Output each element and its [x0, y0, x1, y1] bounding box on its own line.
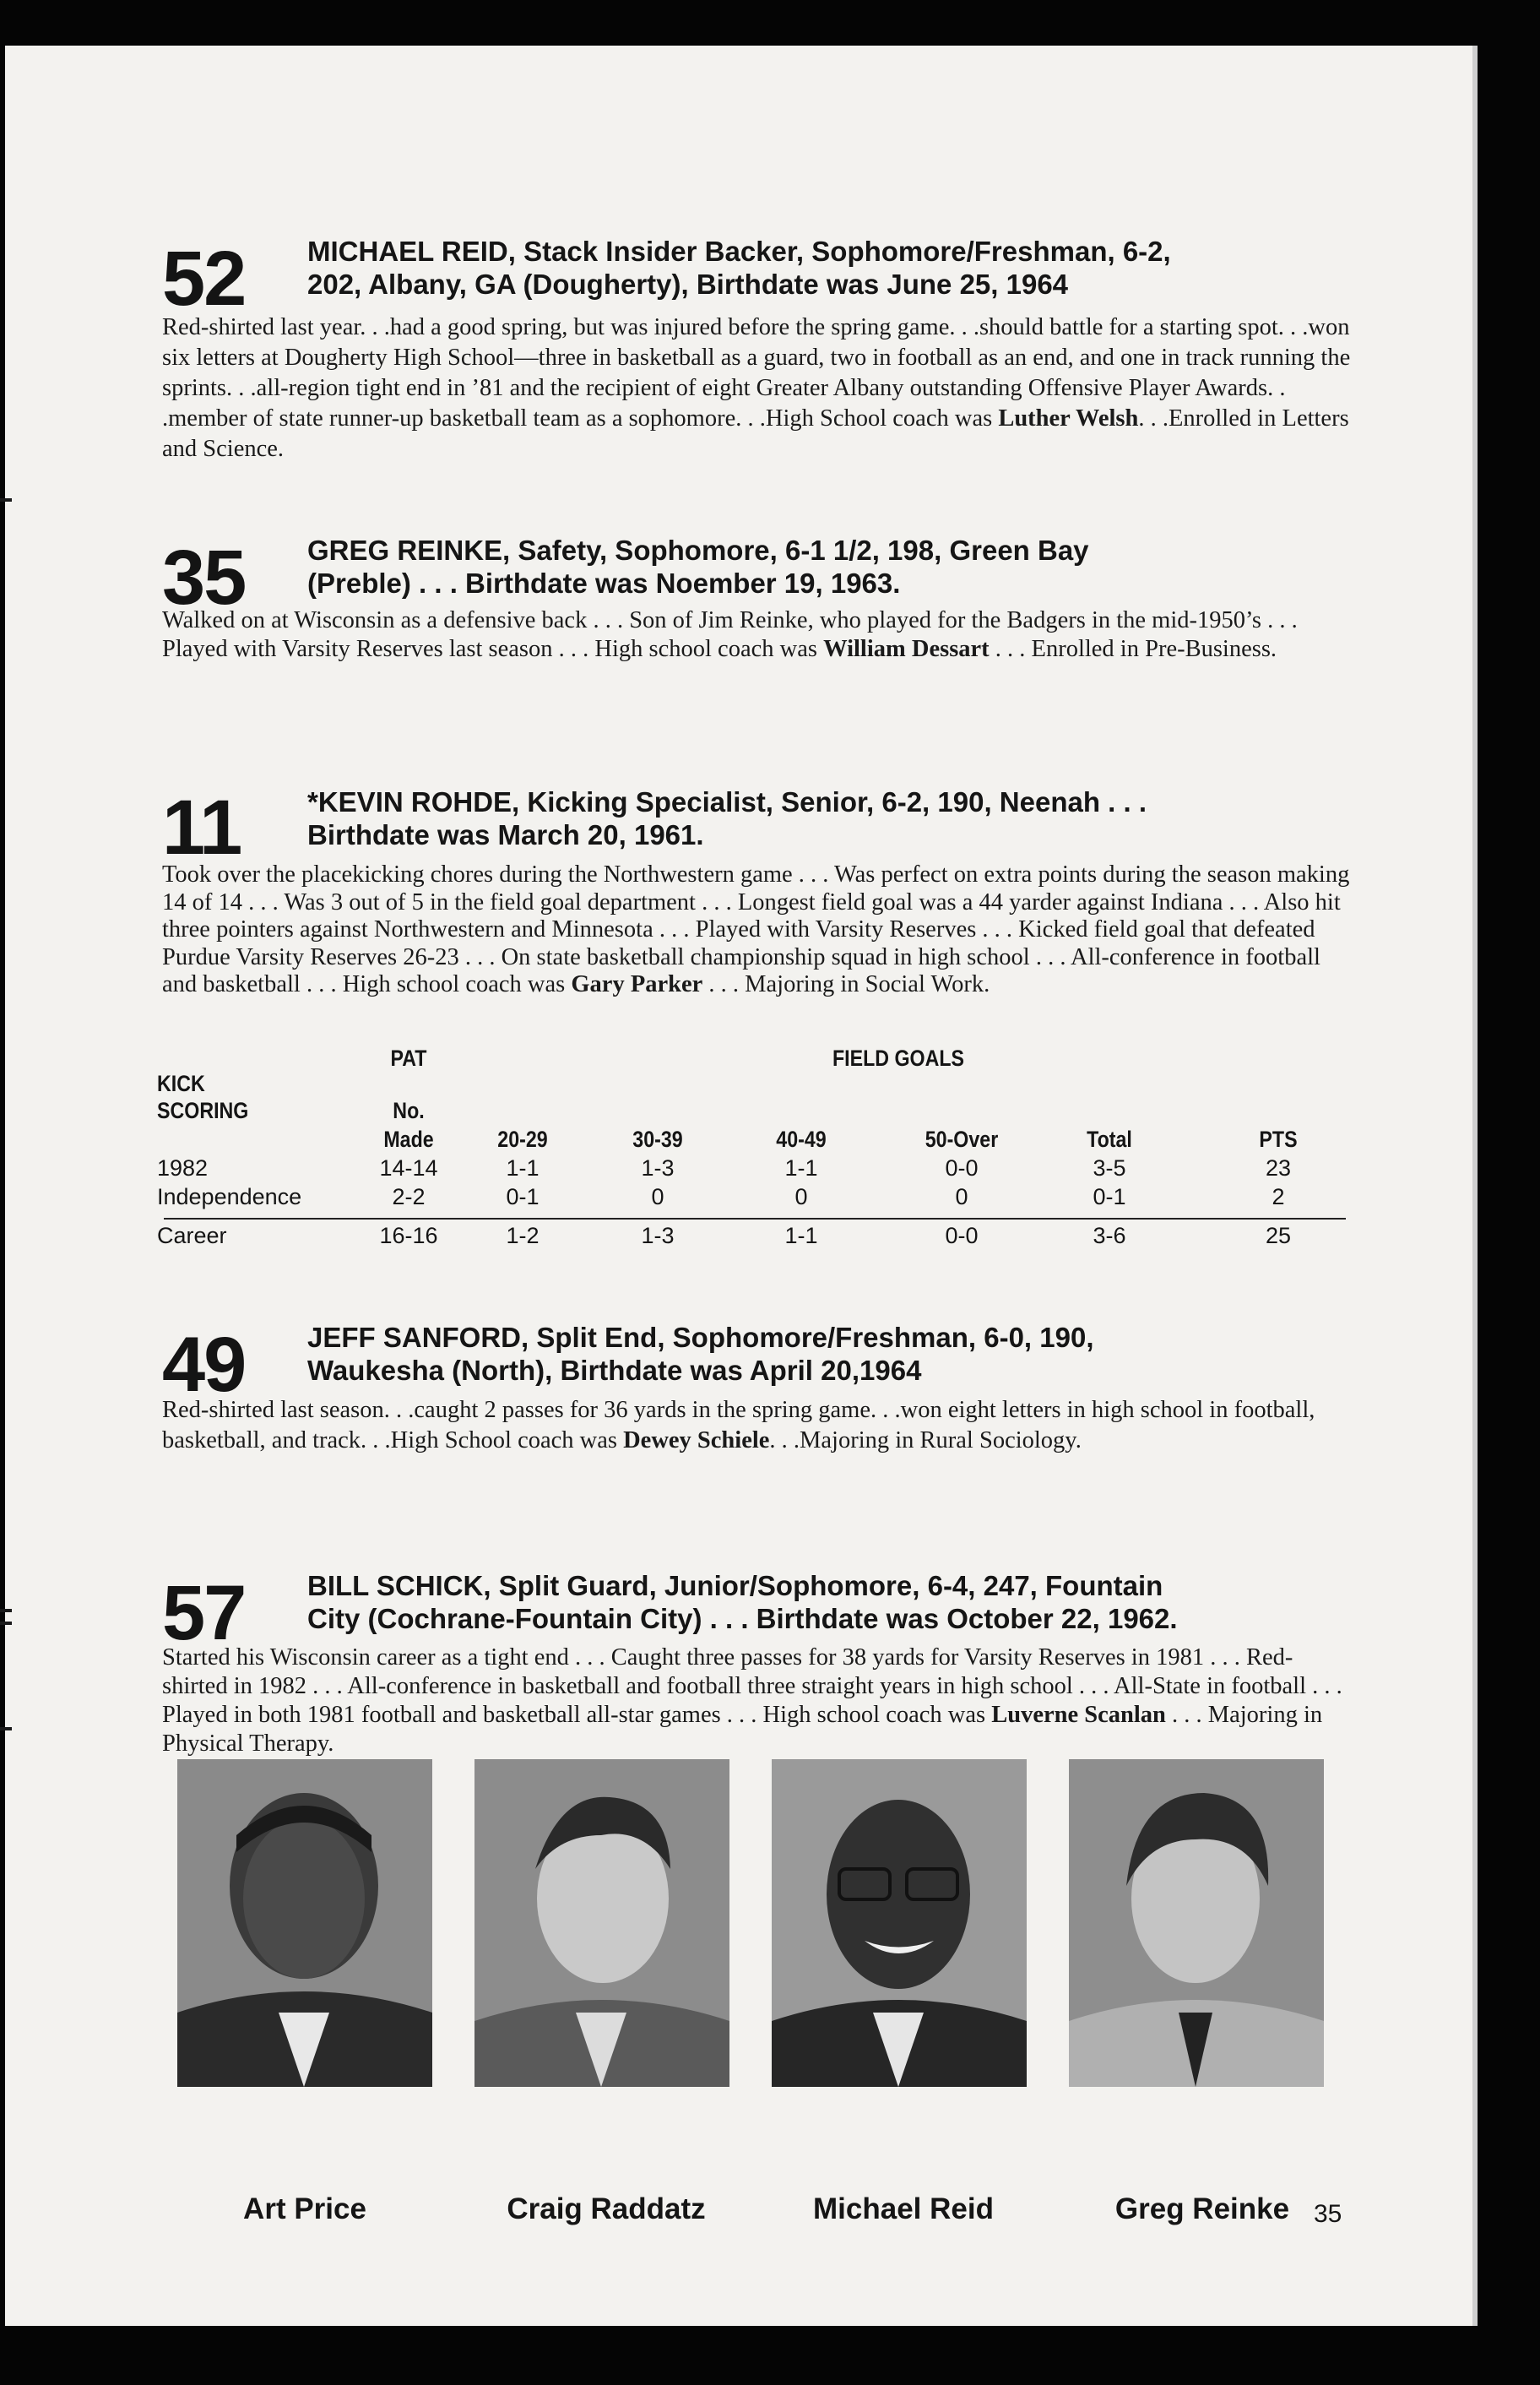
heading-line: Birthdate was March 20, 1961.: [307, 819, 704, 850]
bio-text: . . . Majoring in Social Work.: [702, 971, 990, 997]
row-label: Independence: [157, 1184, 302, 1209]
portrait-image: [772, 1759, 1027, 2087]
player-heading: [307, 1321, 1353, 1387]
heading-line: 202, Albany, GA (Dougherty), Birthdate was June 25, 1964: [307, 269, 1069, 300]
player-entry: [162, 1321, 1353, 1456]
table-cell: 0: [794, 1184, 808, 1209]
column-header: 50-Over: [925, 1127, 999, 1152]
heading-line: City (Cochrane-Fountain City) . . . Birthdate was October 22, 1962.: [307, 1603, 1178, 1634]
jersey-number: 49: [162, 1322, 246, 1408]
bio-text: Started his Wisconsin career as a tight end . . . Caught three passes for 38 yards for Varsity Reserves in 1981 . . . Red-shirted in 1982 . . . All-conference in basketball and football three straight years in high school . . . All-State in football . . . Played in both 1981 football and basketball all-star games . . . High school coach was: [162, 1644, 1342, 1728]
column-header: 40-49: [776, 1127, 827, 1152]
table-cell: 0-1: [1093, 1184, 1126, 1209]
group-header-field-goals: FIELD GOALS: [832, 1046, 965, 1071]
jersey-number: 35: [162, 535, 246, 621]
table-row: [157, 1182, 1346, 1211]
photo-caption: Craig Raddatz: [507, 2192, 706, 2225]
coach-name: Dewey Schiele: [623, 1427, 770, 1453]
row-label: 1982: [157, 1155, 209, 1181]
table-cell: 16-16: [379, 1223, 438, 1248]
player-heading: [307, 1569, 1353, 1635]
player-heading: [307, 534, 1353, 600]
player-photo: [474, 1759, 729, 2087]
player-heading: [307, 785, 1353, 851]
table-cell: 23: [1265, 1155, 1292, 1181]
table-divider: [164, 1218, 1346, 1220]
binder-mark: [0, 1622, 12, 1625]
table-cell: 3-5: [1093, 1155, 1126, 1181]
table-cell: 14-14: [379, 1155, 438, 1181]
group-header-pat: PAT: [390, 1046, 427, 1071]
photo-caption: Art Price: [243, 2192, 366, 2225]
table-label: SCORING: [157, 1098, 249, 1123]
player-bio: [162, 1395, 1353, 1456]
table-cell: 1-1: [784, 1223, 818, 1248]
column-header-no: No.: [393, 1098, 425, 1123]
heading-line: MICHAEL REID, Stack Insider Backer, Sophomore/Freshman, 6-2,: [307, 236, 1171, 267]
bio-text: Red-shirted last season. . .caught 2 passes for 36 yards in the spring game. . .won eight letters in high school in football, basketball, and track. . .High School coach was: [162, 1397, 1315, 1453]
table-cell: 2: [1272, 1184, 1285, 1209]
photo-caption: Michael Reid: [813, 2192, 994, 2225]
table-cell: 0: [651, 1184, 664, 1209]
table-label: KICK: [157, 1071, 205, 1096]
player-entry: [162, 235, 1353, 465]
column-header: 30-39: [632, 1127, 683, 1152]
jersey-number: 11: [162, 785, 241, 871]
column-header: Total: [1087, 1127, 1132, 1152]
table-cell: 25: [1265, 1223, 1292, 1248]
table-cell: 1-1: [506, 1155, 540, 1181]
portrait-image: [474, 1759, 729, 2087]
heading-line: (Preble) . . . Birthdate was Noember 19, 1963.: [307, 568, 901, 599]
player-bio: [162, 606, 1353, 664]
table-cell: 1-1: [784, 1155, 818, 1181]
player-photo: [1069, 1759, 1324, 2087]
binder-mark: [0, 498, 12, 502]
jersey-number: 52: [162, 236, 246, 322]
portrait-image: [1069, 1759, 1324, 2087]
heading-line: GREG REINKE, Safety, Sophomore, 6-1 1/2, 198, Green Bay: [307, 535, 1089, 566]
table-cell: 0: [955, 1184, 968, 1209]
column-header: PTS: [1259, 1127, 1298, 1152]
row-label: Career: [157, 1223, 227, 1248]
bio-text: . . . Majoring in Physical Therapy.: [162, 1702, 1323, 1757]
player-bio: [162, 312, 1353, 465]
player-bio: [162, 861, 1353, 999]
coach-name: William Dessart: [823, 636, 990, 662]
table-row: [157, 1154, 1346, 1182]
player-bio: [162, 1643, 1353, 1758]
bio-text: Red-shirted last year. . .had a good spring, but was injured before the spring game. . .should battle for a starting spot. . .won six letters at Dougherty High School—three in basketball as a guard, two in football as an end, and one in track running the sprints. . .all-region tight end in ’81 and the recipient of eight Greater Albany outstanding Offensive Player Awards. . .member of state runner-up basketball team as a sophomore. . .High School coach was: [162, 314, 1351, 432]
table-cell: 2-2: [392, 1184, 426, 1209]
table-cell: 0-1: [506, 1184, 540, 1209]
player-photo: [177, 1759, 432, 2087]
jersey-number: 57: [162, 1570, 246, 1656]
bio-text: . . .Majoring in Rural Sociology.: [769, 1427, 1082, 1453]
column-header: 20-29: [497, 1127, 548, 1152]
bio-text: Walked on at Wisconsin as a defensive back . . . Son of Jim Reinke, who played for the Badgers in the mid-1950’s . . . Played with Varsity Reserves last season . . . High school coach was: [162, 607, 1298, 662]
player-entry: [162, 1569, 1353, 1758]
bio-text: Took over the placekicking chores during the Northwestern game . . . Was perfect on extra points during the season making 14 of 14 . . . Was 3 out of 5 in the field goal department . . . Longest field goal was a 44 yarder against Indiana . . . Also hit three pointers against Northwestern and Minnesota . . . Played with Varsity Reserves . . . Kicked field goal that defeated Purdue Varsity Reserves 26-23 . . . On state basketball championship squad in high school . . . All-conference in football and basketball . . . High school coach was: [162, 861, 1350, 997]
column-header: Made: [383, 1127, 434, 1152]
table-cell: 1-3: [641, 1223, 675, 1248]
table-row: [157, 1221, 1346, 1250]
coach-name: Luther Welsh: [998, 405, 1139, 432]
bio-text: . . . Enrolled in Pre-Business.: [989, 636, 1277, 662]
binder-mark: [0, 1727, 12, 1730]
player-entry: [162, 534, 1353, 664]
binder-mark: [0, 1609, 12, 1612]
table-cell: 0-0: [945, 1155, 979, 1181]
table-cell: 1-3: [641, 1155, 675, 1181]
table-cell: 0-0: [945, 1223, 979, 1248]
coach-name: Luverne Scanlan: [991, 1702, 1166, 1728]
table-cell: 3-6: [1093, 1223, 1126, 1248]
heading-line: JEFF SANFORD, Split End, Sophomore/Freshman, 6-0, 190,: [307, 1322, 1094, 1353]
header-row: [164, 1125, 1346, 1154]
heading-line: Waukesha (North), Birthdate was April 20,1964: [307, 1355, 922, 1386]
heading-line: *KEVIN ROHDE, Kicking Specialist, Senior, 6-2, 190, Neenah . . .: [307, 786, 1147, 818]
player-entry: [162, 785, 1353, 999]
heading-line: BILL SCHICK, Split Guard, Junior/Sophomore, 6-4, 247, Fountain: [307, 1570, 1163, 1601]
portrait-image: [177, 1759, 432, 2087]
table-cell: 1-2: [506, 1223, 540, 1248]
player-heading: [307, 235, 1353, 301]
page-number: 35: [1314, 2200, 1342, 2228]
photo-caption: Greg Reinke: [1114, 2192, 1290, 2225]
coach-name: Gary Parker: [571, 971, 703, 997]
bio-text: . . .Enrolled in Letters and Science.: [162, 405, 1349, 462]
player-photo: [772, 1759, 1027, 2087]
